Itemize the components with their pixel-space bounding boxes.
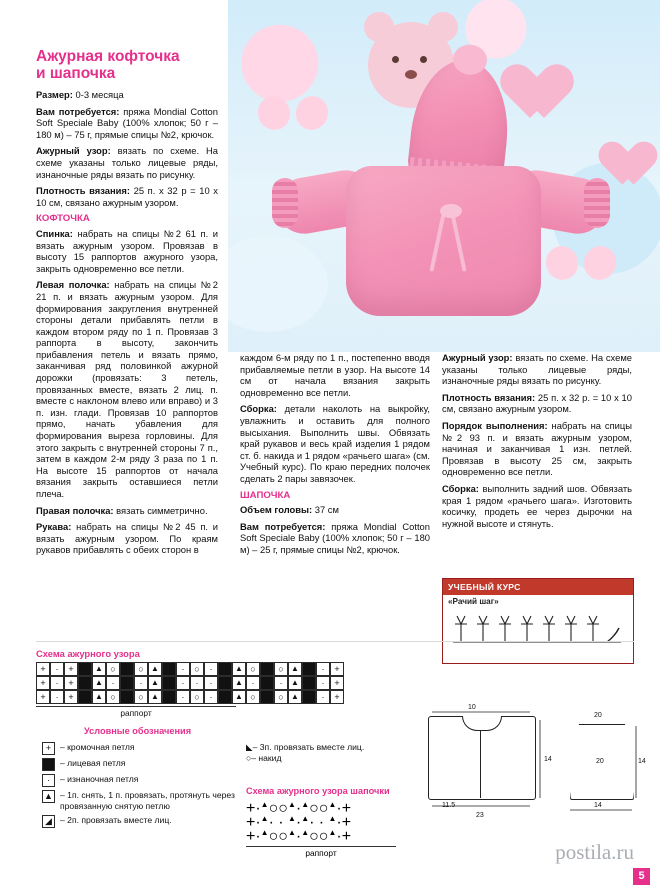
chart-cell: + (330, 690, 344, 704)
chart-cell: ○ (268, 828, 279, 845)
chart-cell: ○ (278, 828, 288, 845)
dim-label: 23 (476, 812, 484, 819)
hat-density-line (442, 392, 632, 415)
chart-cell: ▲ (148, 662, 162, 676)
chart-cell: · (255, 828, 261, 845)
chart-cell: ○ (318, 800, 329, 817)
chart-cell (162, 676, 176, 690)
chart-cell (78, 690, 92, 704)
dim-label: 11.5 (442, 802, 456, 809)
legend-text: – лицевая петля (60, 758, 126, 768)
chart-cell: · (50, 690, 64, 704)
dim-label: 10 (468, 704, 476, 711)
pattern-label: Ажурный узор: (36, 145, 111, 157)
course-header: УЧЕБНЫЙ КУРС (443, 579, 633, 595)
chart-cell: · (134, 676, 148, 690)
chart-cell: · (106, 676, 120, 690)
legend-item (42, 815, 238, 828)
legend-title: Условные обозначения (84, 726, 192, 736)
chart-cell: ▲ (232, 690, 246, 704)
decor-bow-icon (258, 96, 328, 130)
hat-assembly-value: выполнить задний шов. Обвязать края 1 рядом «рачьего шага». Изготовить косичку, продеть ее через дырочки на нужной высоте и стянуть. (442, 482, 633, 529)
size-line (36, 89, 218, 101)
head-value: 37 см (314, 504, 339, 516)
legend-item (42, 758, 238, 771)
course-diagram (447, 608, 629, 652)
chart-cell: · (255, 814, 261, 831)
hat-density-value: 25 п. х 32 р. = 10 х 10 см, связано ажурным узором. (442, 391, 632, 415)
right-front-line (36, 505, 218, 517)
page-title: Ажурная кофточка и шапочка (36, 48, 180, 82)
chart-cell: ○ (309, 828, 319, 845)
legend-symbol: + (42, 742, 55, 755)
legend-symbol: ◣ (246, 742, 253, 752)
legend-item (246, 742, 396, 753)
dim-label: 14 (594, 802, 602, 809)
hat-materials-line (240, 521, 430, 556)
chart-cell (78, 662, 92, 676)
hat-order-line (442, 420, 632, 478)
chart-cell: ○ (106, 662, 120, 676)
chart-cell: · (176, 662, 190, 676)
legend-text: – накид (251, 753, 282, 763)
dim-label: 20 (594, 712, 602, 719)
back-text: набрать на спицы №2 61 п. и вязать ажурным узором. Провязав в высоту 15 раппортов ажурного узора, закрыть одновременно все петли. (36, 227, 219, 274)
chart-cell: + (246, 800, 256, 817)
chart-cell: · (336, 814, 342, 831)
chart-cell: ○ (246, 662, 260, 676)
chart-cell: ▲ (232, 676, 246, 690)
chart-cell (218, 690, 232, 704)
chart-cell: · (336, 828, 342, 845)
chart-cell (260, 662, 274, 676)
chart-cell: ○ (134, 662, 148, 676)
legend-symbol: ▲ (42, 790, 55, 803)
chart-cell: ▲ (328, 828, 337, 837)
dim-label: 14 (544, 756, 552, 763)
schema1-grid (36, 662, 344, 704)
chart-cell: · (309, 814, 315, 831)
section-hat-heading: ШАПОЧКА (240, 489, 291, 501)
chart-cell: ▲ (148, 676, 162, 690)
schema1-rapport-label: раппорт (120, 708, 152, 718)
assembly-line (240, 403, 430, 484)
chart-cell: · (278, 814, 284, 831)
chart-cell: + (36, 662, 50, 676)
chart-cell (120, 690, 134, 704)
chart-cell: · (274, 676, 288, 690)
density-value: 25 п. х 32 р = 10 х 10 см, связано ажурным узором. (36, 185, 218, 208)
schema1-rapport (36, 706, 236, 718)
chart-cell: · (246, 676, 260, 690)
legend-symbol: · (42, 774, 55, 787)
chart-cell: · (50, 662, 64, 676)
chart-cell: ▲ (288, 676, 302, 690)
chart-cell: ○ (278, 800, 288, 817)
chart-cell: + (330, 662, 344, 676)
materials-value: пряжа Mondial Cotton Soft Speciale Baby (100% хлопок; 50 г – 180 м) – 75 г, прямые спицы №2, крючок. (36, 105, 218, 140)
legend-item (42, 774, 238, 787)
sleeves-line (36, 521, 218, 556)
hat-assembly-line (442, 483, 632, 529)
schema2-rapport (246, 846, 396, 858)
legend-left (42, 742, 238, 831)
learning-course-box (442, 578, 634, 664)
sleeves-continued: каждом 6-м ряду по 1 п., постепенно вводя прибавляемые петли в узор. На высоте 14 см от начала вязания закрыть одновременно все петли. (240, 352, 430, 398)
hat-materials-value: пряжа Mondial Cotton Soft Speciale Baby (100% хлопок; 50 г – 180 м) – 25 г, прямые спицы №2, крючок. (240, 520, 430, 555)
hat-order-value: набрать на спицы №2 93 п. и вязать ажурным узором, начиная и заканчивая 1 изн. петлей. Провязав в высоту 25 см, закрыть одновременно все петли. (442, 419, 632, 478)
chart-cell: · (336, 800, 342, 817)
chart-cell: ○ (134, 690, 148, 704)
pattern-line (36, 145, 218, 180)
hat-pattern-line (442, 352, 632, 387)
chart-cell: + (341, 828, 352, 845)
sleeves-label: Рукава: (36, 521, 72, 533)
chart-cell: + (330, 676, 344, 690)
product-photo (228, 0, 660, 352)
chart-cell: ○ (274, 662, 288, 676)
schema2-rapport-label: раппорт (305, 848, 337, 858)
chart-cell (260, 690, 274, 704)
dim-label: 20 (596, 758, 604, 765)
knitted-jacket (276, 148, 606, 338)
chart-cell: · (190, 676, 204, 690)
chart-cell: ○ (190, 690, 204, 704)
back-line (36, 228, 218, 274)
chart-cell: ▲ (288, 690, 302, 704)
legend-right (246, 742, 396, 764)
hat-pattern-label: Ажурный узор: (442, 352, 513, 363)
chart-cell: ▲ (148, 690, 162, 704)
legend-symbol (42, 758, 55, 771)
chart-cell: · (176, 690, 190, 704)
pattern-value: вязать по схеме. На схеме указаны только лицевые ряды, изнаночные ряды вязать по рисунку. (36, 145, 218, 180)
chart-cell: ▲ (260, 828, 269, 837)
legend-item (42, 790, 238, 812)
legend-text: – 1п. снять, 1 п. провязать, протянуть через провязанную снятую петлю (60, 790, 235, 811)
chart-cell: + (341, 800, 352, 817)
chart-cell: + (64, 676, 78, 690)
assembly-text: детали наколоть на выкройку, увлажнить и оставить для полного высыхания. Выполнить швы. Обвязать край рукавов и весь край изделия 1 рядом ст. б. накида и 1 рядом «рачьего шага» (см. Учебный курс). По краю передних полочек сделать 2 пары завязочек. (240, 403, 430, 484)
chart-cell (218, 676, 232, 690)
legend-item (246, 753, 396, 764)
hat-density-label: Плотность вязания: (442, 391, 536, 403)
chart-cell (302, 676, 316, 690)
schema2-grid (246, 800, 352, 845)
chart-cell (302, 662, 316, 676)
chart-cell: · (204, 662, 218, 676)
section-jacket-heading: КОФТОЧКА (36, 213, 90, 225)
dim-label: 14 (638, 758, 646, 765)
chart-cell: ○ (190, 662, 204, 676)
chart-cell: · (176, 676, 190, 690)
chart-cell: · (295, 800, 302, 817)
chart-cell: · (50, 676, 64, 690)
chart-cell: ▲ (328, 800, 337, 809)
left-front-label: Левая полочка: (36, 279, 110, 291)
head-label: Объем головы: (240, 504, 313, 516)
article-right-column (442, 352, 632, 534)
chart-cell: ▲ (328, 814, 337, 823)
legend-symbol: ○ (246, 753, 252, 763)
chart-cell: · (255, 800, 261, 817)
left-front-text: набрать на спицы №2 21 п. и вязать ажурным узором. Для формирования закругления внутренней стороны детали прибавлять петли в каждом втором ряду по 1 п. Провязав 3 раппорта в высоту, закончить прибавления петель и вязать прямо, заканчивая ряд половинкой ажурной дорожки (провязать: 3 петель, провязанных вместе, вязать 2 лиц. п. вместе с наклоном влево или вправо) и 3 п. изн. глади. Провязав 10 раппортов прямо, начать убавления для формирования выреза горловины. Для этого закрыть с внутренней стороны 7 п., затем в каждом 2-м ряду 3 раза по 1 п. На высоте 15 раппортов от начала вязания закрыть оставшиеся петли плеча. (36, 279, 219, 499)
chart-cell: ○ (318, 828, 329, 845)
back-label: Спинка: (36, 227, 73, 239)
chart-cell: + (341, 814, 352, 831)
schema2-title: Схема ажурного узора шапочки (246, 786, 390, 796)
chart-cell: + (36, 690, 50, 704)
hat-order-label: Порядок выполнения: (442, 419, 548, 431)
legend-text: – 3п. провязать вместе лиц. (252, 742, 365, 752)
size-value: 0-3 месяца (75, 89, 124, 100)
chart-cell: ▲ (92, 676, 106, 690)
chart-cell: ▲ (301, 828, 310, 837)
density-line (36, 185, 218, 208)
technical-drawings (418, 686, 648, 866)
chart-cell: ▲ (301, 814, 310, 823)
materials-line (36, 106, 218, 141)
chart-cell: ▲ (287, 814, 296, 823)
chart-cell: ▲ (288, 662, 302, 676)
schema1-title: Схема ажурного узора (36, 648, 140, 659)
chart-cell: ▲ (260, 800, 269, 809)
chart-cell: · (318, 814, 325, 831)
chart-cell: · (295, 814, 302, 831)
chart-cell (302, 690, 316, 704)
chart-cell: ▲ (287, 828, 296, 837)
materials-label: Вам потребуется: (36, 105, 120, 117)
chart-cell: ▲ (232, 662, 246, 676)
hat-assembly-label: Сборка: (442, 482, 479, 494)
sleeves-text: набрать на спицы №2 45 п. и вязать ажурным узором. По краям рукавов прибавлять с обеих сторон в (36, 521, 218, 556)
chart-cell: ○ (246, 690, 260, 704)
chart-cell: ▲ (301, 800, 310, 809)
chart-cell: · (268, 814, 274, 831)
density-label: Плотность вязания: (36, 185, 130, 197)
chart-cell: ○ (309, 800, 319, 817)
chart-cell (120, 662, 134, 676)
chart-cell: + (246, 814, 256, 831)
legend-text: – изнаночная петля (60, 774, 139, 784)
size-label: Размер: (36, 89, 73, 100)
course-subtitle: «Рачий шаг» (448, 597, 499, 606)
chart-cell: · (316, 676, 330, 690)
legend-text: – кромочная петля (60, 742, 135, 752)
article-left-column (36, 48, 218, 561)
chart-cell: · (316, 690, 330, 704)
head-line (240, 504, 430, 516)
chart-cell: · (204, 690, 218, 704)
chart-cell: + (36, 676, 50, 690)
chart-cell: ○ (106, 690, 120, 704)
watermark: postila.ru (555, 840, 634, 864)
hat-pattern-value: вязать по схеме. На схеме указаны только лицевые ряды, изнаночные ряды вязать по рисунку. (442, 352, 632, 387)
chart-cell: · (295, 828, 302, 845)
chart-cell (120, 676, 134, 690)
chart-cell (260, 676, 274, 690)
chart-cell (78, 676, 92, 690)
chart-cell (162, 662, 176, 676)
chart-cell: ▲ (92, 662, 106, 676)
chart-cell: · (316, 662, 330, 676)
legend-text: – 2п. провязать вместе лиц. (60, 815, 172, 825)
left-front-line (36, 279, 218, 499)
hat-materials-label: Вам потребуется: (240, 520, 326, 532)
legend-symbol: ◢ (42, 815, 55, 828)
chart-cell: + (246, 828, 256, 845)
chart-cell (218, 662, 232, 676)
chart-cell: ○ (274, 690, 288, 704)
chart-cell: + (64, 662, 78, 676)
chart-cell (162, 690, 176, 704)
chart-cell: + (64, 690, 78, 704)
chart-cell: ○ (268, 800, 279, 817)
divider (36, 641, 634, 642)
right-front-label: Правая полочка: (36, 504, 114, 516)
right-front-text: вязать симметрично. (116, 504, 208, 516)
page-number: 5 (633, 868, 650, 885)
legend-item (42, 742, 238, 755)
chart-cell: · (204, 676, 218, 690)
chart-cell: ▲ (287, 800, 296, 809)
chart-cell: ▲ (92, 690, 106, 704)
assembly-label: Сборка: (240, 403, 277, 415)
chart-cell: ▲ (260, 814, 269, 823)
article-middle-column (240, 352, 430, 561)
